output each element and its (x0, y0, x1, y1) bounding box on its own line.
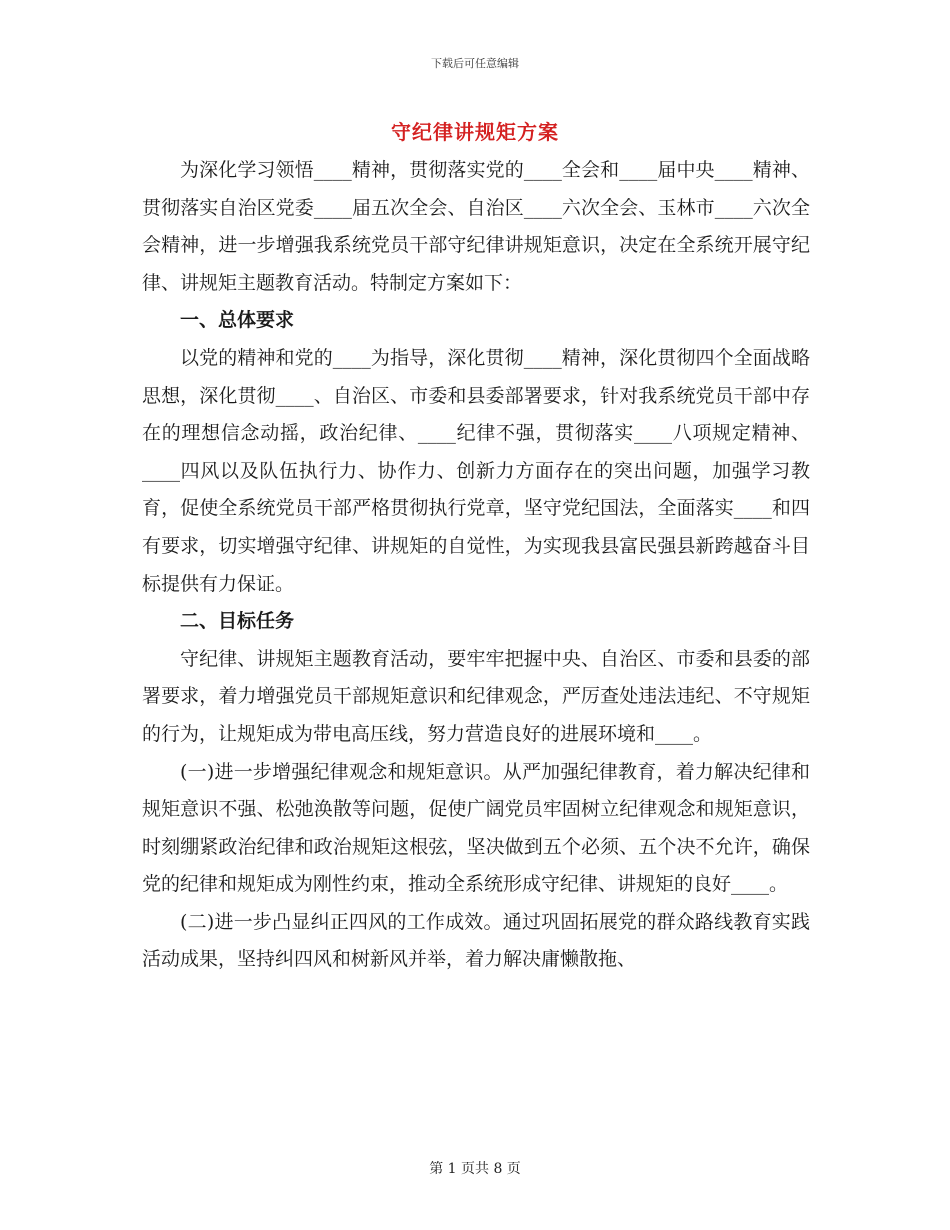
header-note: 下载后可任意编辑 (431, 57, 519, 70)
section-2-paragraph: 守纪律、讲规矩主题教育活动，要牢牢把握中央、自治区、市委和县委的部署要求，着力增强党员干部规矩意识和纪律观念，严厉查处违法违纪、不守规矩的行为，让规矩成为带电高压线，努力营造良好的进展环境和____。 (142, 647, 810, 745)
section-heading-1: 一、总体要求 (180, 309, 295, 332)
section-2-item-2: (二)进一步凸显纠正四风的工作成效。通过巩固拓展党的群众路线教育实践活动成果，坚持纠四风和树新风并举，着力解决庸懒散拖、 (142, 910, 810, 971)
intro-paragraph: 为深化学习领悟____精神，贯彻落实党的____全会和____届中央____精神、贯彻落实自治区党委____届五次全会、自治区____六次全会、玉林市____六次全会精神，进一步增强我系统党员干部守纪律讲规矩意识，决定在全系统开展守纪律、讲规矩主题教育活动。特制定方案如下： (142, 159, 810, 294)
section-1-paragraph: 以党的精神和党的____为指导，深化贯彻____精神，深化贯彻四个全面战略思想，深化贯彻____、自治区、市委和县委部署要求，针对我系统党员干部中存在的理想信念动摇，政治纪律、____纪律不强，贯彻落实____八项规定精神、____四风以及队伍执行力、协作力、创新力方面存在的突出问题，加强学习教育，促使全系统党员干部严格贯彻执行党章，坚守党纪国法，全面落实____和四有要求，切实增强守纪律、讲规矩的自觉性，为实现我县富民强县新跨越奋斗目标提供有力保证。 (142, 346, 810, 595)
section-2-item-1: (一)进一步增强纪律观念和规矩意识。从严加强纪律教育，着力解决纪律和规矩意识不强、松弛涣散等问题，促使广阔党员牢固树立纪律观念和规矩意识，时刻绷紧政治纪律和政治规矩这根弦，坚决做到五个必须、五个决不允许，确保党的纪律和规矩成为刚性约束，推动全系统形成守纪律、讲规矩的良好____。 (142, 760, 810, 896)
document-title: 守纪律讲规矩方案 (391, 120, 559, 144)
document-body (142, 152, 810, 979)
section-heading-2: 二、目标任务 (180, 610, 295, 633)
page-number: 第 1 页共 8 页 (429, 1161, 521, 1177)
